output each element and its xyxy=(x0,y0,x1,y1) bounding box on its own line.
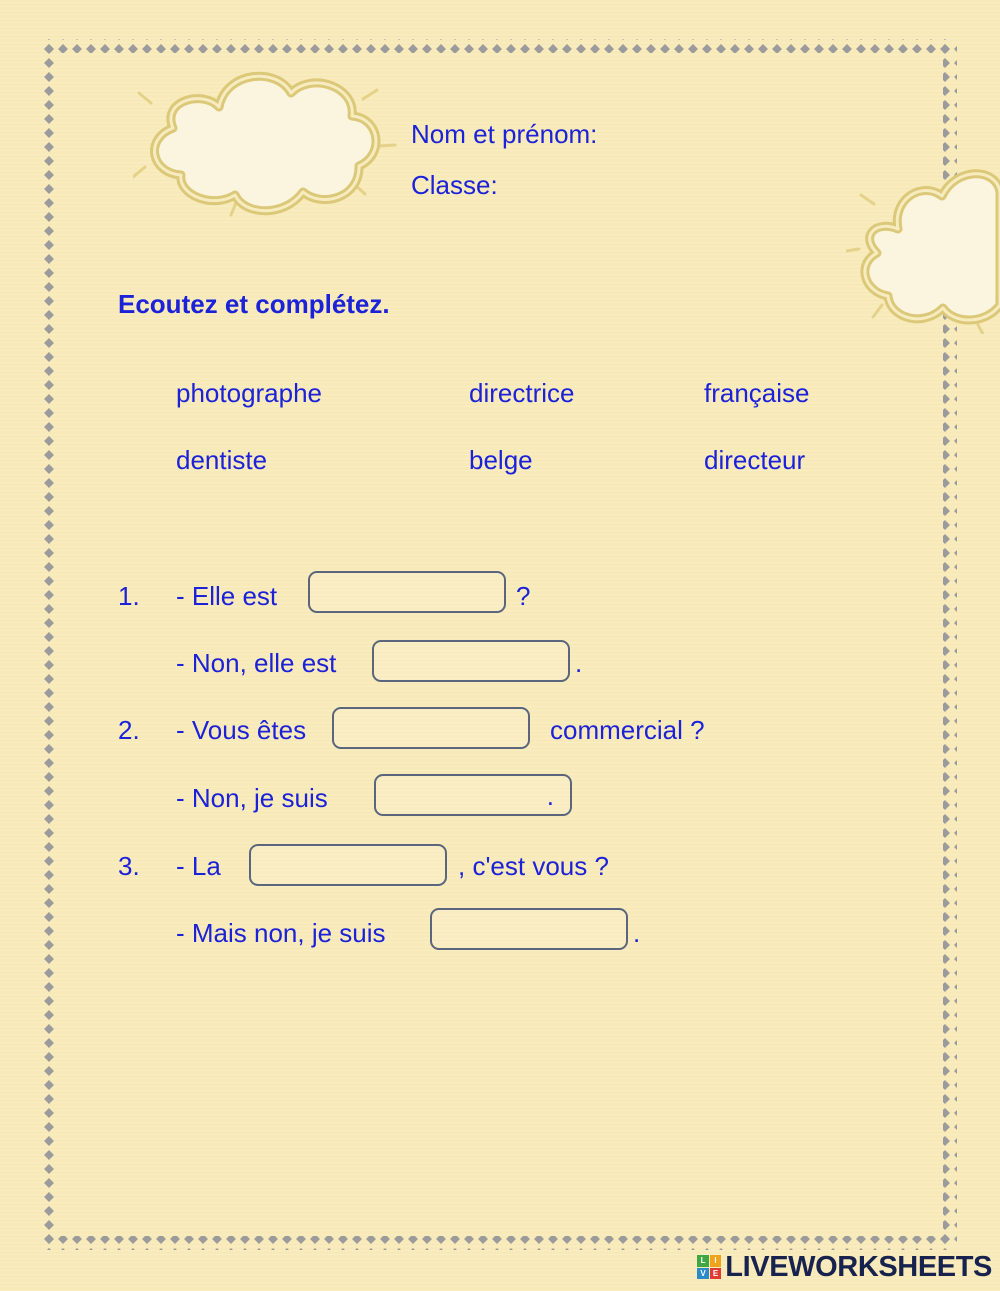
answer-input-5[interactable] xyxy=(249,844,447,886)
exercise-question-suffix: ? xyxy=(516,581,531,611)
answer-input-2[interactable] xyxy=(372,640,570,682)
word-bank-item: française xyxy=(704,378,810,408)
cloud-icon xyxy=(846,153,1000,334)
exercise-question-suffix: commercial ? xyxy=(550,715,705,745)
liveworksheets-logo-icon xyxy=(697,1255,721,1279)
exercise-number: 2. xyxy=(118,715,140,745)
exercise-answer-text: - Mais non, je suis xyxy=(176,918,386,948)
exercise-number: 3. xyxy=(118,851,140,881)
exercise-question-suffix: , c'est vous ? xyxy=(458,851,609,881)
instruction-title: Ecoutez et complétez. xyxy=(118,289,390,319)
word-bank-item: photographe xyxy=(176,378,323,408)
cloud-icon xyxy=(133,55,406,220)
exercise-answer-suffix: . xyxy=(575,648,583,678)
word-bank-item: dentiste xyxy=(176,445,268,475)
exercise-answer-text: - Non, je suis xyxy=(176,783,328,813)
word-bank-item: directrice xyxy=(469,378,575,408)
word-bank-item: belge xyxy=(469,445,533,475)
answer-input-6[interactable] xyxy=(430,908,628,950)
word-bank-item: directeur xyxy=(704,445,806,475)
logo-letter-i: I xyxy=(710,1255,722,1267)
exercise-number: 1. xyxy=(118,581,140,611)
exercise-answer-text: - Non, elle est xyxy=(176,648,337,678)
answer-box-period: . xyxy=(546,781,554,811)
liveworksheets-logo-text: LIVEWORKSHEETS xyxy=(725,1251,992,1283)
logo-letter-v: V xyxy=(697,1268,709,1280)
class-label: Classe: xyxy=(411,170,498,200)
exercise-question-text: - Vous êtes xyxy=(176,715,307,745)
exercise-question-text: - La xyxy=(176,851,221,881)
answer-input-3[interactable] xyxy=(332,707,530,749)
liveworksheets-logo xyxy=(697,1249,992,1285)
exercise-question-text: - Elle est xyxy=(176,581,278,611)
logo-letter-e: E xyxy=(710,1268,722,1280)
answer-input-1[interactable] xyxy=(308,571,506,613)
logo-letter-l: L xyxy=(697,1255,709,1267)
name-and-surname-label: Nom et prénom: xyxy=(411,119,598,149)
exercise-answer-suffix: . xyxy=(633,918,641,948)
answer-input-4[interactable] xyxy=(374,774,572,816)
